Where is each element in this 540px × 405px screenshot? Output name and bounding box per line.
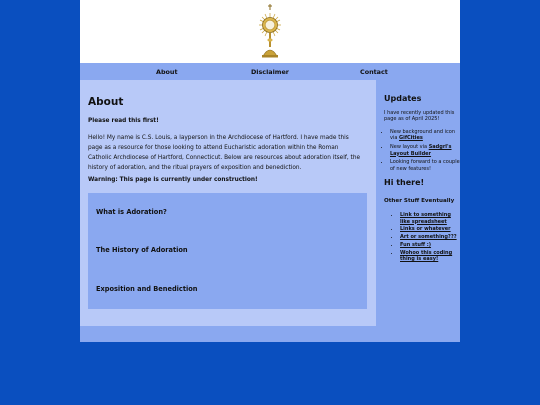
hi-there-title: Hi there! (384, 178, 425, 188)
updates-text: I have recently updated this page as of April 2025! (384, 109, 455, 123)
link-whatever[interactable]: Links or whatever (400, 226, 451, 233)
nav-link-about[interactable]: About (156, 68, 178, 76)
construction-warning: Warning: This page is currently under construction! (88, 177, 258, 183)
intro-paragraph: Hello! My name is C.S. Louis, a layperson in the Archdiocese of Hartford. I have made this page as a resource for those looking to attend Eucharistic adoration within the Roman Catholic Archdiocese of Hartford, Connecticut. Below are resources about adoration itself, the history of adoration, and the ritual prayers of exposition and benediction. (88, 135, 361, 171)
other-links-list (384, 212, 460, 263)
link-art[interactable]: Art or something??? (400, 234, 457, 241)
list-item (400, 226, 460, 233)
updates-list (384, 129, 460, 173)
page-title: About (88, 96, 124, 108)
layout-builder-link[interactable]: Sadgrl's Layout Builder (390, 143, 452, 157)
nav-link-disclaimer[interactable]: Disclaimer (251, 68, 289, 76)
link-spreadsheet[interactable]: Link to something like spreadsheet (400, 211, 451, 225)
updates-title: Updates (384, 94, 422, 103)
link-fun-stuff[interactable]: Fun stuff :) (400, 241, 432, 248)
gifcities-link[interactable]: GifCities (399, 135, 423, 142)
sidebar (384, 96, 460, 264)
nav-bar (80, 63, 460, 80)
nav-link-contact[interactable]: Contact (360, 68, 388, 76)
list-item (400, 242, 460, 249)
monstrance-icon (259, 4, 281, 58)
site-container (80, 0, 460, 342)
topic-what-is-adoration[interactable]: What is Adoration? (96, 208, 167, 216)
topics-box (88, 193, 367, 309)
list-item (400, 250, 460, 263)
read-first-notice: Please read this first! (88, 118, 159, 124)
list-item (400, 234, 460, 241)
topic-history-of-adoration[interactable]: The History of Adoration (96, 246, 188, 254)
list-item: • New layout via Sadgrl's Layout Builder (390, 144, 460, 157)
list-item: • New background and icon via GifCities (390, 129, 460, 142)
topic-exposition-benediction[interactable]: Exposition and Benediction (96, 285, 198, 293)
link-coding[interactable]: Wohoo this coding thing is easy! (400, 249, 453, 263)
main-content (80, 80, 376, 326)
list-item: • Looking forward to a couple of new features! (390, 159, 460, 172)
list-item (400, 212, 460, 225)
header-banner (80, 0, 460, 63)
other-stuff-title: Other Stuff Eventually (384, 197, 455, 204)
